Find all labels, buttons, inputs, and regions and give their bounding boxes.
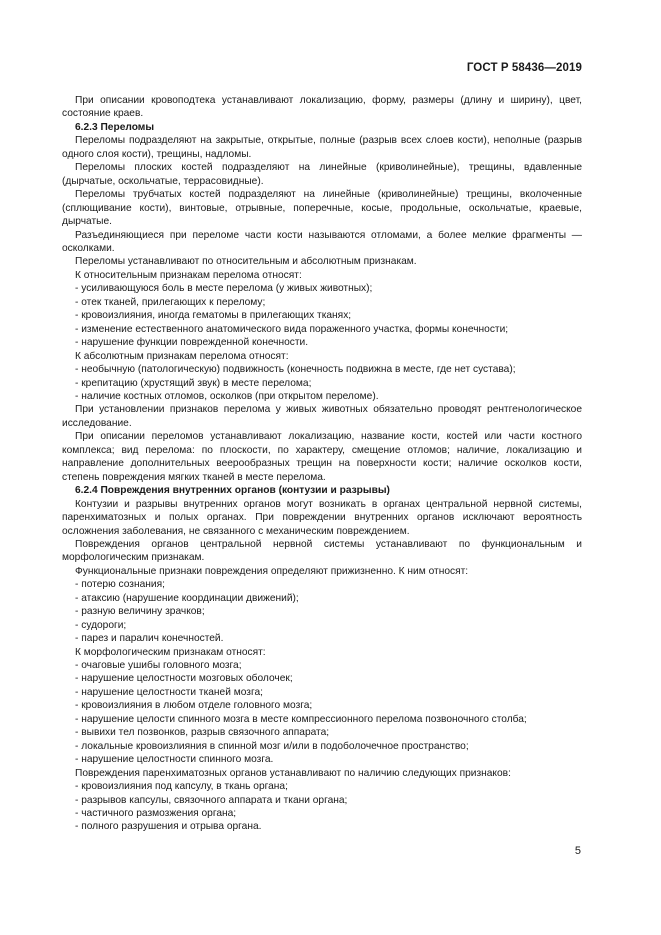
paragraph: Переломы плоских костей подразделяют на линейные (криволинейные), трещины, вдавленные (дырчатые, оскольчатые, террасовидные). xyxy=(62,162,582,187)
list-item: - очаговые ушибы головного мозга; xyxy=(75,660,242,672)
list-item: - нарушение целостности спинного мозга. xyxy=(75,754,274,766)
page-body xyxy=(62,94,582,834)
page-number: 5 xyxy=(574,845,581,857)
paragraph: Функциональные признаки повреждения определяют прижизненно. К ним относят: xyxy=(75,565,469,577)
list-item: - частичного размозжения органа; xyxy=(75,808,237,820)
section-heading-6-2-4: 6.2.4 Повреждения внутренних органов (контузии и разрывы) xyxy=(75,485,390,497)
paragraph: При описании переломов устанавливают локализацию, название кости, костей или части костного комплекса; вид перелома: по плоскости, по характеру, смещение отломов; наличие, локализацию и направление дополнительных веерообразных трещин на поверхности кости; наличие осколков кости, степень повреждения мягких тканей в месте перелома. xyxy=(62,431,582,483)
paragraph: Разъединяющиеся при переломе части кости называются отломами, а более мелкие фрагменты — осколками. xyxy=(62,229,582,254)
list-item: - отек тканей, прилегающих к перелому; xyxy=(75,296,266,308)
paragraph: К относительным признакам перелома относят: xyxy=(75,269,302,281)
paragraph: Повреждения паренхиматозных органов устанавливают по наличию следующих признаков: xyxy=(75,767,511,779)
list-item: - нарушение функции поврежденной конечности. xyxy=(75,337,309,349)
paragraph: К морфологическим признакам относят: xyxy=(75,646,266,658)
list-item: - нарушение целости спинного мозга в месте компрессионного перелома позвоночного столба; xyxy=(75,713,527,725)
paragraph: При описании кровоподтека устанавливают локализацию, форму, размеры (длину и ширину), цвет, состояние краев. xyxy=(62,95,582,120)
list-item: - кровоизлияния, иногда гематомы в прилегающих тканях; xyxy=(75,310,352,322)
list-item: - необычную (патологическую) подвижность (конечность подвижна в месте, где нет сустава); xyxy=(75,364,516,376)
list-item: - атаксию (нарушение координации движений); xyxy=(75,592,299,604)
paragraph: Переломы устанавливают по относительным и абсолютным признакам. xyxy=(75,256,417,268)
list-item: - усиливающуюся боль в месте перелома (у живых животных); xyxy=(75,283,373,295)
list-item: - разную величину зрачков; xyxy=(75,606,205,618)
list-item: - вывихи тел позвонков, разрыв связочного аппарата; xyxy=(75,727,330,739)
list-item: - изменение естественного анатомического вида пораженного участка, формы конечности; xyxy=(75,323,509,335)
list-item: - кровоизлияния под капсулу, в ткань органа; xyxy=(75,781,288,793)
list-item: - нарушение целостности мозговых оболочек; xyxy=(75,673,293,685)
list-item: - кровоизлияния в любом отделе головного мозга; xyxy=(75,700,313,712)
paragraph: К абсолютным признакам перелома относят: xyxy=(75,350,289,362)
paragraph: Контузии и разрывы внутренних органов могут возникать в органах центральной нервной системы, паренхиматозных и полых органах. При повреждении внутренних органов исключают вероятность осложнения заболевания, не связанного с механическим повреждением. xyxy=(62,498,582,537)
paragraph: При установлении признаков перелома у живых животных обязательно проводят рентгенологическое исследование. xyxy=(62,404,582,429)
list-item: - разрывов капсулы, связочного аппарата и ткани органа; xyxy=(75,794,348,806)
list-item: - судороги; xyxy=(75,619,127,631)
paragraph: Переломы трубчатых костей подразделяют на линейные (криволинейные) трещины, вколоченные (сплющивание кости), винтовые, отрывные, поперечные, косые, продольные, оскольчатые, краевые, дырчатые. xyxy=(62,189,582,228)
paragraph: Повреждения органов центральной нервной системы устанавливают по функциональным и морфологическим признакам. xyxy=(62,538,582,564)
section-heading-6-2-3: 6.2.3 Переломы xyxy=(75,121,155,133)
paragraph: Переломы подразделяют на закрытые, открытые, полные (разрыв всех слоев кости), неполные (разрыв одного слоя кости), трещины, надломы. xyxy=(62,135,582,160)
list-item: - локальные кровоизлияния в спинной мозг и/или в подоболочечное пространство; xyxy=(75,740,469,752)
list-item: - наличие костных отломов, осколков (при открытом переломе). xyxy=(75,390,379,402)
list-item: - нарушение целостности тканей мозга; xyxy=(75,686,263,698)
list-item: - парез и паралич конечностей. xyxy=(75,633,224,645)
document-code-header: ГОСТ Р 58436—2019 xyxy=(466,62,582,74)
list-item: - потерю сознания; xyxy=(75,579,165,591)
list-item: - крепитацию (хрустящий звук) в месте перелома; xyxy=(75,377,312,389)
list-item: - полного разрушения и отрыва органа. xyxy=(75,821,262,833)
